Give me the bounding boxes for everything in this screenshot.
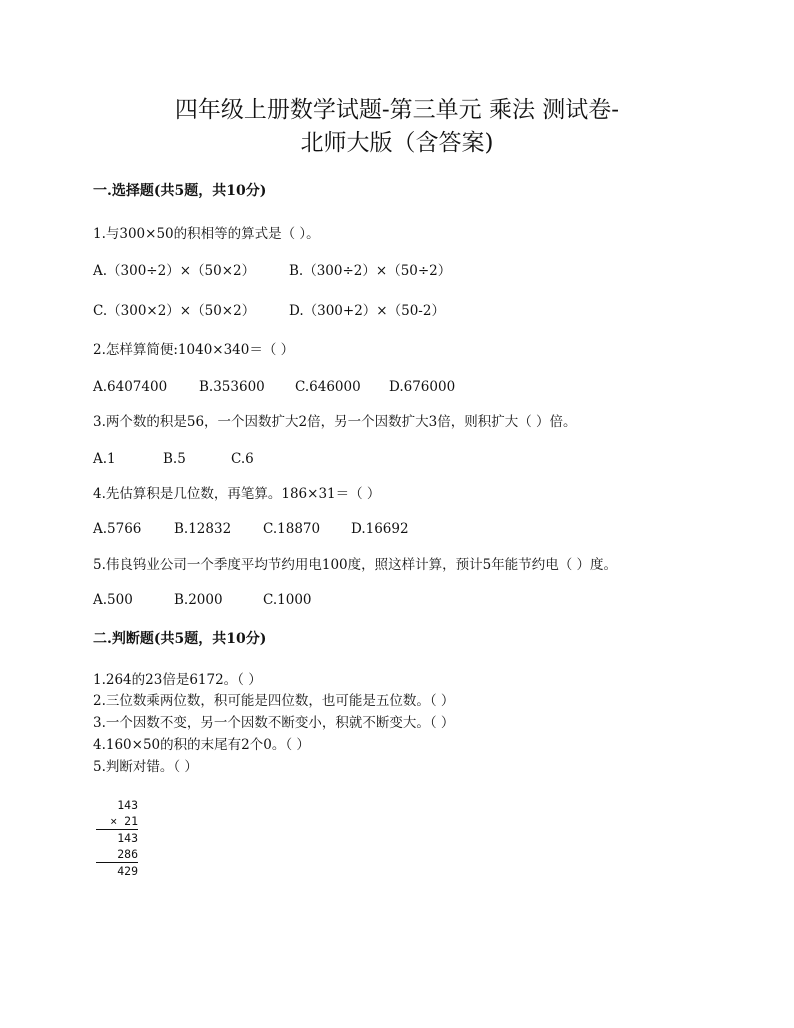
question-5-stem: 5.伟良钨业公司一个季度平均节约用电100度，照这样计算，预计5年能节约电（ ）度。 <box>93 557 618 573</box>
question-5-option-c: C.1000 <box>263 592 312 608</box>
judgement-item-4: 4.160×50的积的末尾有2个0。（ ） <box>93 737 310 753</box>
document-title-line-2: 北师大版（含答案) <box>300 130 494 156</box>
section-heading-judgement: 二.判断题(共5题，共10分) <box>93 631 267 647</box>
question-1-options-row-2 <box>93 301 445 321</box>
question-1-option-c: C.（300×2）×（50×2） <box>93 303 256 319</box>
question-2-option-a: A.6407400 <box>93 379 168 395</box>
calc-row-result: 429 <box>117 864 138 878</box>
judgement-item-5: 5.判断对错。（ ） <box>93 759 198 775</box>
question-4-option-b: B.12832 <box>174 521 232 537</box>
section-heading-choice: 一.选择题(共5题，共10分) <box>93 183 267 199</box>
question-5-options <box>93 590 312 610</box>
judgement-item-2: 2.三位数乘两位数，积可能是四位数，也可能是五位数。（ ） <box>93 693 455 709</box>
question-3-options <box>93 449 254 469</box>
question-4-stem: 4.先估算积是几位数，再笔算。186×31＝（ ） <box>93 486 381 502</box>
document-title-line-1: 四年级上册数学试题-第三单元 乘法 测试卷- <box>174 97 620 123</box>
question-2-option-d: D.676000 <box>389 379 456 395</box>
vertical-multiplication <box>96 797 138 879</box>
question-4-option-a: A.5766 <box>93 521 142 537</box>
question-4-options <box>93 519 409 539</box>
judgement-item-3: 3.一个因数不变，另一个因数不断变小，积就不断变大。（ ） <box>93 715 455 731</box>
question-1-option-d: D.（300+2）×（50-2） <box>289 303 445 319</box>
question-5-option-b: B.2000 <box>174 592 223 608</box>
calc-row-multiplier: × 21 <box>96 813 138 830</box>
calc-row-partial-1: 143 <box>117 831 138 845</box>
question-3-option-a: A.1 <box>93 451 116 467</box>
question-5-option-a: A.500 <box>93 592 133 608</box>
question-2-stem: 2.怎样算简便:1040×340＝（ ） <box>93 342 295 358</box>
question-1-option-a: A.（300÷2）×（50×2） <box>93 263 256 279</box>
question-1-option-b: B.（300÷2）×（50÷2） <box>289 263 452 279</box>
question-1-options-row-1 <box>93 261 451 281</box>
question-2-option-b: B.353600 <box>199 379 265 395</box>
question-3-option-b: B.5 <box>163 451 186 467</box>
judgement-item-1: 1.264的23倍是6172。（ ） <box>93 672 262 688</box>
question-2-option-c: C.646000 <box>295 379 361 395</box>
question-3-option-c: C.6 <box>231 451 254 467</box>
question-4-option-d: D.16692 <box>351 521 409 537</box>
question-1-stem: 1.与300×50的积相等的算式是（ ）。 <box>93 226 320 242</box>
question-2-options <box>93 377 455 397</box>
question-4-option-c: C.18870 <box>263 521 321 537</box>
calc-row-multiplicand: 143 <box>117 798 138 812</box>
calc-row-partial-2: 286 <box>96 846 138 863</box>
question-3-stem: 3.两个数的积是56，一个因数扩大2倍，另一个因数扩大3倍，则积扩大（ ）倍。 <box>93 414 577 430</box>
